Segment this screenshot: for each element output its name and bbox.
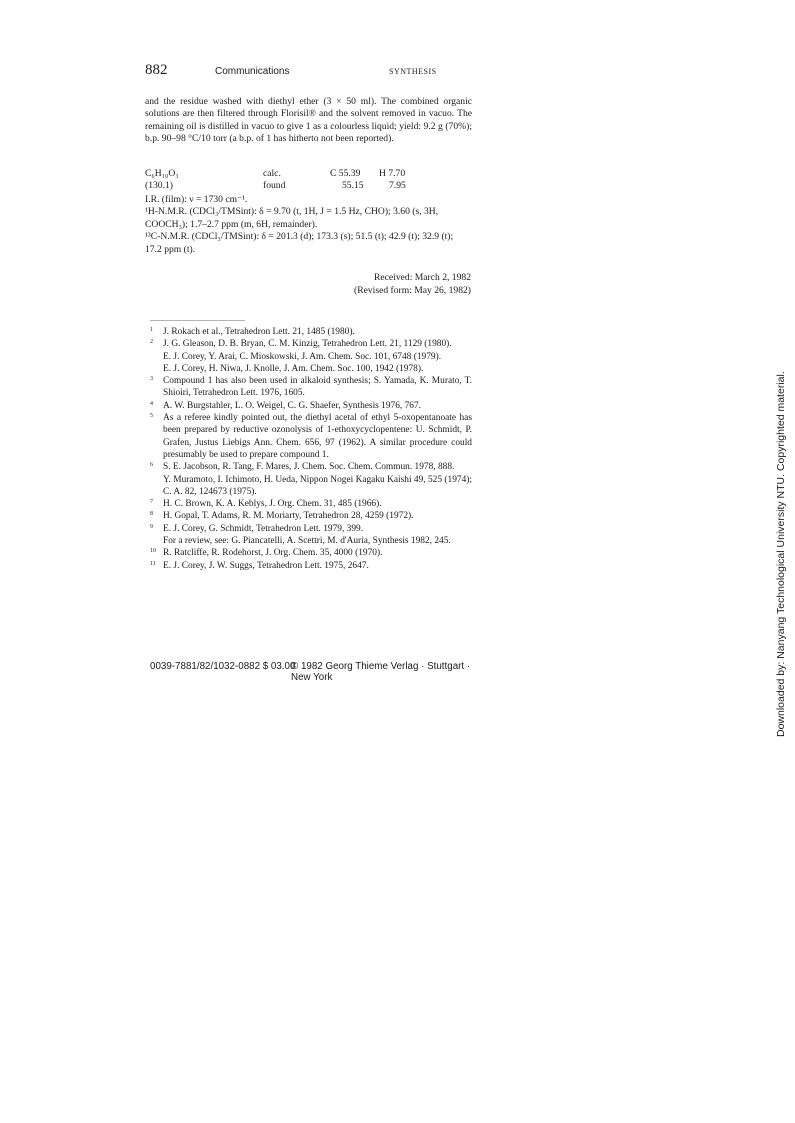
ir-spectrum: I.R. (film): ν = 1730 cm⁻¹.	[145, 194, 248, 205]
reference-item	[150, 498, 472, 510]
reference-number: 10	[150, 548, 156, 555]
reference-item	[150, 400, 472, 412]
page-header	[145, 64, 475, 82]
reference-item	[150, 523, 472, 548]
issn-price: 0039-7881/82/1032-0882 $ 03.00	[150, 661, 296, 672]
reference-item	[150, 326, 472, 338]
reference-text: H. C. Brown, K. A. Keblys, J. Org. Chem. 31, 485 (1966).	[163, 499, 382, 510]
reference-number: 1	[150, 327, 153, 333]
experimental-text	[145, 96, 472, 146]
reference-number: 3	[150, 376, 153, 383]
revised-date: (Revised form: May 26, 1982)	[354, 285, 471, 296]
reference-text: For a review, see: G. Piancatelli, A. Scettri, M. d'Auria, Synthesis 1982, 245.	[163, 536, 451, 547]
calc-label: calc.	[263, 168, 281, 179]
page-number: 882	[145, 62, 168, 78]
reference-number: 4	[150, 400, 153, 407]
reference-text: Y. Muramoto, I. Ichimoto, H. Ueda, Nippon Nogei Kagaku Kaishi 49, 525 (1974); C. A. 82, 124673 (1975).	[163, 474, 472, 497]
c-nmr-spectrum: ¹³C-N.M.R. (CDCl₃/TMSint): δ = 201.3 (d); 173.3 (s); 51.5 (t); 42.9 (t); 32.9 (t); 17.2 ppm (t).	[145, 231, 454, 255]
footnote-divider	[150, 320, 245, 321]
reference-number: 11	[150, 560, 156, 567]
h-nmr-spectrum: ¹H-N.M.R. (CDCl₃/TMSint): δ = 9.70 (t, 1H, J = 1.5 Hz, CHO); 3.60 (s, 3H, COOCH₃); 1.7–2.7 ppm (m, 6H, remainder).	[145, 206, 439, 230]
molecular-formula: C₆H₁₀O₃	[145, 168, 179, 179]
reference-item	[150, 461, 472, 498]
calc-carbon: C 55.39	[330, 168, 361, 179]
reference-number: 7	[150, 499, 153, 506]
reference-text: J. Rokach et al., Tetrahedron Lett. 21, 1485 (1980).	[163, 327, 355, 337]
calc-hydrogen: H 7.70	[379, 168, 406, 179]
analysis-row-found	[145, 180, 475, 192]
found-hydrogen: 7.95	[389, 180, 406, 191]
received-dates	[354, 271, 471, 297]
download-watermark: Downloaded by: Nanyang Technological University NTU. Copyrighted material.	[775, 371, 787, 737]
reference-text: J. G. Gleason, D. B. Bryan, C. M. Kinzig, Tetrahedron Lett. 21, 1129 (1980).	[163, 339, 452, 350]
spectral-data	[145, 194, 472, 256]
copyright-notice: © 1982 Georg Thieme Verlag · Stuttgart · New York	[291, 661, 471, 683]
reference-number: 9	[150, 523, 153, 530]
journal-name: SYNTHESIS	[389, 67, 437, 76]
reference-text: E. J. Corey, J. W. Suggs, Tetrahedron Lett. 1975, 2647.	[163, 560, 369, 571]
reference-list	[150, 326, 472, 572]
reference-number: 5	[150, 413, 153, 420]
reference-number: 2	[150, 339, 153, 346]
reference-text: E. J. Corey, H. Niwa, J. Knolle, J. Am. Chem. Soc. 100, 1942 (1978).	[163, 363, 424, 374]
page-footer	[150, 661, 480, 683]
found-carbon: 55.15	[342, 180, 364, 191]
found-label: found	[263, 180, 286, 191]
molecular-weight: (130.1)	[145, 180, 173, 191]
analysis-row-calc	[145, 168, 475, 180]
journal-section: Communications	[215, 66, 290, 77]
reference-item	[150, 560, 472, 572]
reference-text: Compound 1 has also been used in alkaloid synthesis; S. Yamada, K. Murato, T. Shioiri, Tetrahedron Lett. 1976, 1605.	[163, 376, 472, 399]
reference-text: R. Ratcliffe, R. Rodehorst, J. Org. Chem. 35, 4000 (1970).	[163, 548, 383, 559]
reference-item	[150, 510, 472, 522]
elemental-analysis	[145, 168, 475, 192]
reference-number: 6	[150, 462, 153, 469]
reference-item	[150, 412, 472, 461]
experimental-paragraph: and the residue washed with diethyl ether (3 × 50 ml). The combined organic solutions are then filtered through Florisil® and the solvent removed in vacuo. The remaining oil is distilled in vacuo to give 1 as a colourless liquid; yield: 9.2 g (70%); b.p. 90–98 °C/10 torr (a b.p. of 1 has hitherto not been reported).	[145, 96, 472, 145]
received-date: Received: March 2, 1982	[374, 272, 471, 283]
reference-text: H. Gopal, T. Adams, R. M. Moriarty, Tetrahedron 28, 4259 (1972).	[163, 511, 414, 522]
reference-text: A. W. Burgstahler, L. O. Weigel, C. G. Shaefer, Synthesis 1976, 767.	[163, 400, 422, 411]
reference-text: E. J. Corey, G. Schmidt, Tetrahedron Lett. 1979, 399.	[163, 523, 364, 534]
reference-item	[150, 375, 472, 400]
reference-item	[150, 338, 472, 375]
reference-number: 8	[150, 511, 153, 518]
reference-text: As a referee kindly pointed out, the diethyl acetal of ethyl 5-oxopentanoate has been prepared by reductive ozonolysis of 1-ethoxycyclopentene: U. Schmidt, P. Grafen, Justus Liebigs Ann. Chem. 656, 97 (1962). A similar procedure could presumably be used to prepare compound 1.	[163, 413, 472, 460]
reference-item	[150, 547, 472, 559]
reference-text: E. J. Corey, Y. Arai, C. Mioskowski, J. Am. Chem. Soc. 101, 6748 (1979).	[163, 351, 442, 362]
reference-text: S. E. Jacobson, R. Tang, F. Mares, J. Chem. Soc. Chem. Commun. 1978, 888.	[163, 462, 455, 473]
